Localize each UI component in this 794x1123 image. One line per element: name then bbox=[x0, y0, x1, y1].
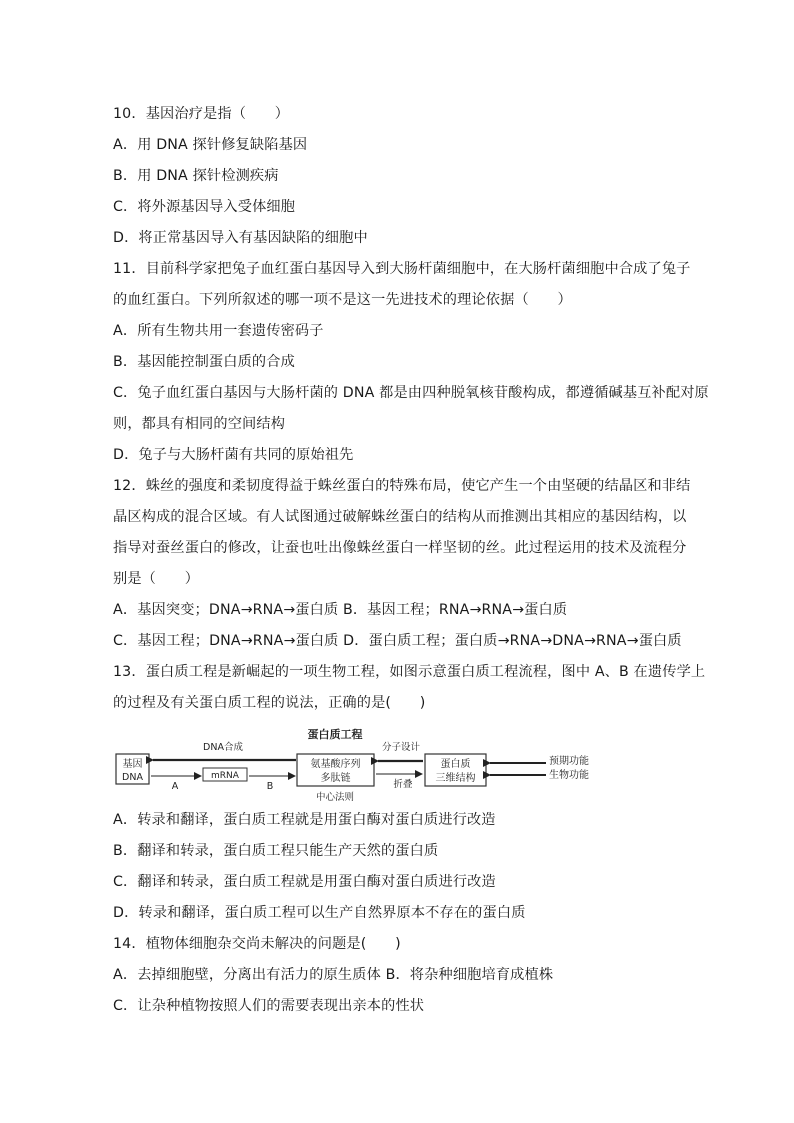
q13-option-c: C．翻译和转录，蛋白质工程就是用蛋白酶对蛋白质进行改造 bbox=[113, 874, 496, 890]
amino-acid-label-line2: 多肽链 bbox=[320, 773, 351, 784]
q12-stem-line2: 晶区构成的混合区域。有人试图通过破解蛛丝蛋白的结构从而推测出其相应的基因结构，以 bbox=[113, 509, 687, 525]
q13-option-b: B．翻译和转录，蛋白质工程只能生产天然的蛋白质 bbox=[113, 843, 439, 859]
q11-stem-line1: 11．目前科学家把兔子血红蛋白基因导入到大肠杆菌细胞中，在大肠杆菌细胞中合成了兔子 bbox=[113, 261, 691, 277]
q13-stem-line1: 13．蛋白质工程是新崛起的一项生物工程，如图示意蛋白质工程流程，图中 A、B 在遗传学上 bbox=[113, 664, 706, 680]
folding-label: 折叠 bbox=[393, 779, 413, 790]
protein-structure-label-line1: 蛋白质 bbox=[440, 759, 471, 770]
gene-dna-label-line1: 基因 bbox=[122, 759, 143, 770]
protein-engineering-diagram bbox=[113, 726, 613, 808]
q14-stem: 14．植物体细胞杂交尚未解决的问题是( ) bbox=[113, 936, 401, 952]
label-a: A bbox=[171, 781, 179, 792]
amino-acid-label-line1: 氨基酸序列 bbox=[310, 759, 361, 770]
q11-stem-line2: 的血红蛋白。下列所叙述的哪一项不是这一先进技术的理论依据（ ） bbox=[113, 292, 572, 308]
q11-option-c-line2: 则，都具有相同的空间结构 bbox=[113, 416, 286, 432]
protein-structure-label-line2: 三维结构 bbox=[435, 773, 476, 784]
label-b: B bbox=[266, 781, 274, 792]
q14-options-ab: A．去掉细胞壁，分离出有活力的原生质体 B．将杂种细胞培育成植株 bbox=[113, 967, 554, 983]
q11-option-d: D．兔子与大肠杆菌有共同的原始祖先 bbox=[113, 447, 354, 463]
q12-stem-line3: 指导对蚕丝蛋白的修改，让蚕也吐出像蛛丝蛋白一样坚韧的丝。此过程运用的技术及流程分 bbox=[113, 540, 687, 556]
q12-stem-line4: 别是（ ） bbox=[113, 571, 200, 587]
q11-option-b: B．基因能控制蛋白质的合成 bbox=[113, 354, 295, 370]
q12-stem-line1: 12．蛛丝的强度和柔韧度得益于蛛丝蛋白的特殊布局，使它产生一个由坚硬的结晶区和非结 bbox=[113, 478, 691, 494]
q10-stem: 10．基因治疗是指（ ） bbox=[113, 106, 290, 122]
central-dogma-label: 中心法则 bbox=[315, 792, 355, 803]
q12-options-cd: C．基因工程；DNA→RNA→蛋白质 D．蛋白质工程；蛋白质→RNA→DNA→RNA→蛋白质 bbox=[113, 633, 682, 649]
q12-options-ab: A．基因突变；DNA→RNA→蛋白质 B．基因工程；RNA→RNA→蛋白质 bbox=[113, 602, 568, 618]
q11-option-c-line1: C．兔子血红蛋白基因与大肠杆菌的 DNA 都是由四种脱氧核苷酸构成，都遵循碱基互补配对原 bbox=[113, 385, 709, 401]
diagram-title: 蛋白质工程 bbox=[307, 728, 363, 741]
dna-synthesis-label: DNA合成 bbox=[203, 742, 243, 753]
gene-dna-label-line2: DNA bbox=[122, 772, 143, 783]
q10-option-c: C．将外源基因导入受体细胞 bbox=[113, 199, 296, 215]
mrna-label: mRNA bbox=[211, 771, 239, 781]
q10-option-d: D．将正常基因导入有基因缺陷的细胞中 bbox=[113, 230, 368, 246]
expected-function-label-line2: 生物功能 bbox=[549, 770, 589, 781]
q13-option-d: D．转录和翻译，蛋白质工程可以生产自然界原本不存在的蛋白质 bbox=[113, 905, 526, 921]
q10-option-a: A．用 DNA 探针修复缺陷基因 bbox=[113, 137, 308, 153]
q14-option-c: C．让杂种植物按照人们的需要表现出亲本的性状 bbox=[113, 998, 425, 1014]
q13-stem-line2: 的过程及有关蛋白质工程的说法，正确的是( ) bbox=[113, 695, 426, 711]
q11-option-a: A．所有生物共用一套遗传密码子 bbox=[113, 323, 324, 339]
q10-option-b: B．用 DNA 探针检测疾病 bbox=[113, 168, 279, 184]
q13-option-a: A．转录和翻译，蛋白质工程就是用蛋白酶对蛋白质进行改造 bbox=[113, 812, 496, 828]
expected-function-label-line1: 预期功能 bbox=[549, 756, 589, 767]
molecular-design-label: 分子设计 bbox=[381, 742, 421, 753]
